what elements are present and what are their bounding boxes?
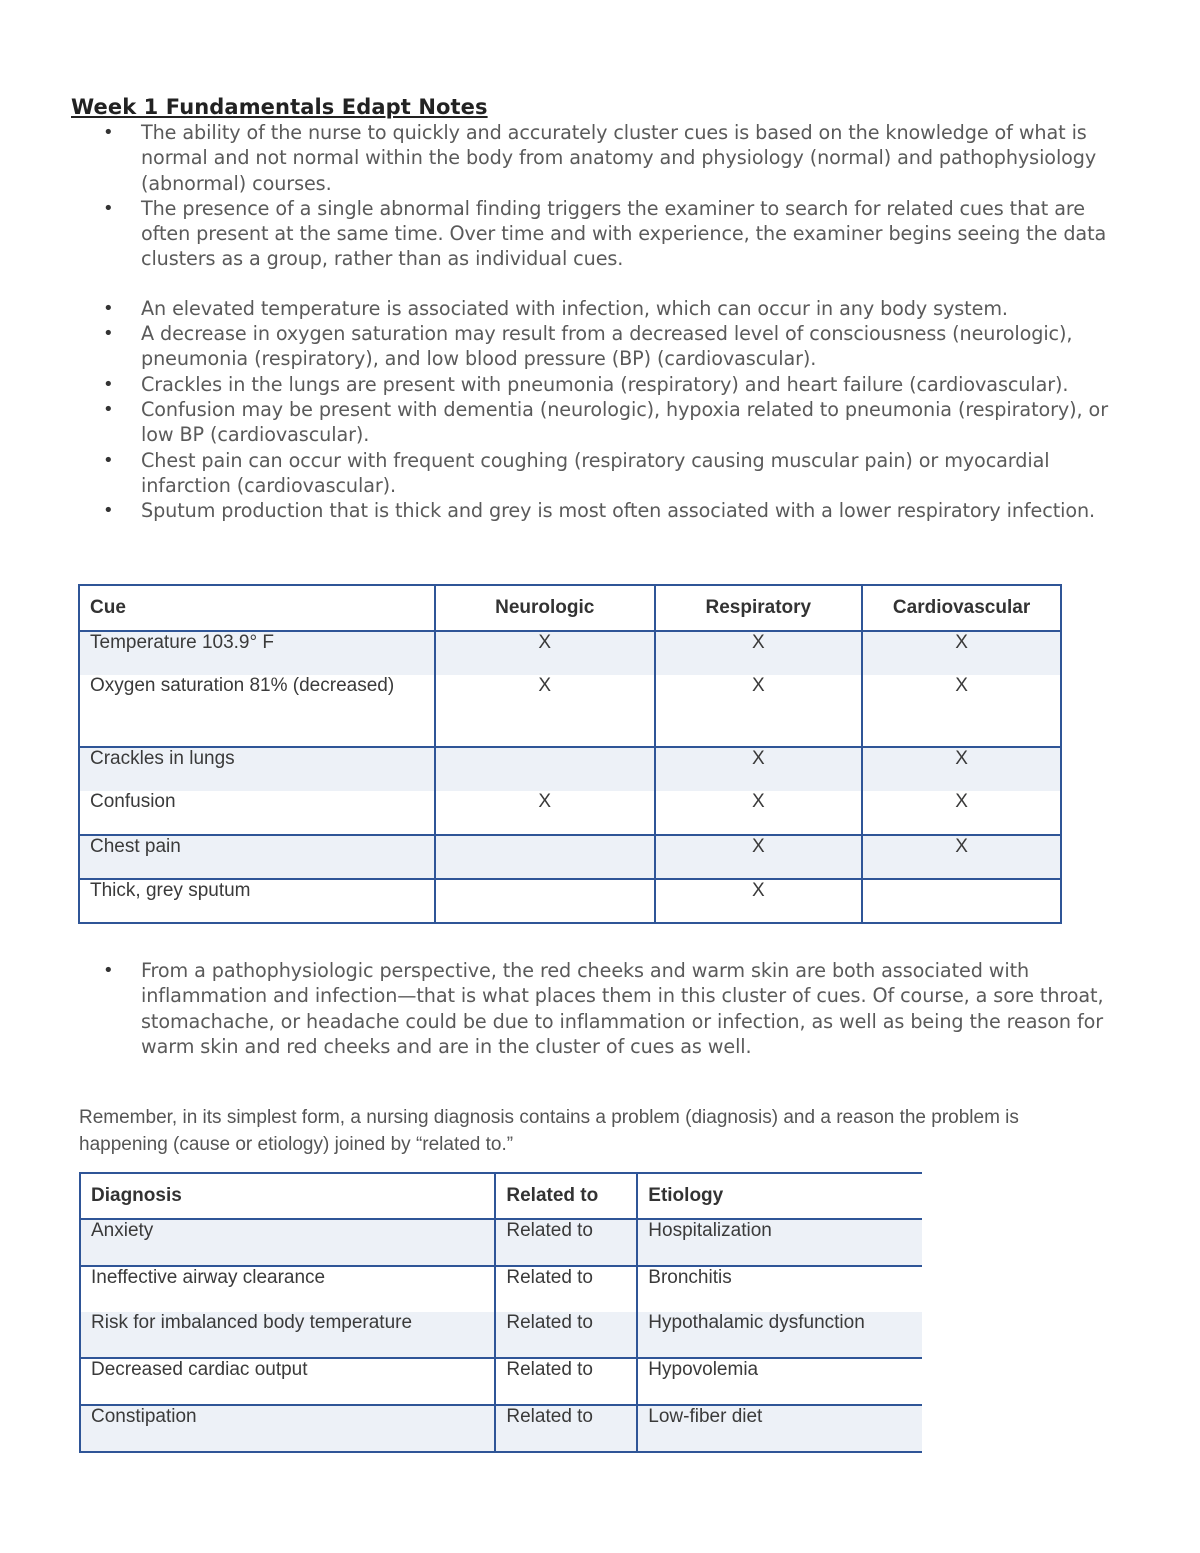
cell-related-to: Related to (495, 1405, 637, 1452)
cell-mark (435, 835, 655, 879)
cell-cue: Temperature 103.9° F (79, 631, 435, 675)
bullet-item: • A decrease in oxygen saturation may result from a decreased level of consciousness (neurologic), pneumonia (respiratory), and low blood pressure (BP) (cardiovascular). (0, 321, 1131, 372)
document-title: Week 1 Fundamentals Edapt Notes (71, 95, 488, 119)
bullet-item: • Confusion may be present with dementia (neurologic), hypoxia related to pneumonia (respiratory), or low BP (cardiovascular). (0, 397, 1131, 448)
cell-mark: X (862, 835, 1061, 879)
cell-diagnosis: Risk for imbalanced body temperature (80, 1312, 495, 1358)
cell-mark: X (655, 747, 863, 791)
table-row (80, 1405, 922, 1452)
cell-diagnosis: Anxiety (80, 1219, 495, 1266)
cell-etiology: Hypovolemia (637, 1358, 922, 1405)
cell-related-to: Related to (495, 1266, 637, 1312)
table-row (80, 1266, 922, 1312)
cell-etiology: Low-fiber diet (637, 1405, 922, 1452)
nursing-diagnosis-note: Remember, in its simplest form, a nursing diagnosis contains a problem (diagnosis) and a reason the problem is happening (cause or etiology) joined by “related to.” (79, 1107, 1019, 1155)
table-row (79, 835, 1061, 879)
table-row (80, 1358, 922, 1405)
cell-cue: Oxygen saturation 81% (decreased) (79, 675, 435, 747)
table-row (80, 1219, 922, 1266)
cell-mark: X (435, 675, 655, 747)
bullet-item: • An elevated temperature is associated with infection, which can occur in any body system. (0, 296, 1131, 321)
cue-table (78, 584, 1062, 924)
header-diagnosis: Diagnosis (80, 1173, 495, 1219)
cell-mark: X (655, 791, 863, 835)
bullet-item: • Sputum production that is thick and grey is most often associated with a lower respiratory infection. (0, 498, 1131, 523)
cell-diagnosis: Decreased cardiac output (80, 1358, 495, 1405)
cell-mark: X (862, 747, 1061, 791)
cell-mark: X (862, 675, 1061, 747)
cell-cue: Chest pain (79, 835, 435, 879)
header-cardiovascular: Cardiovascular (862, 585, 1061, 631)
table-header-row (80, 1173, 922, 1219)
cell-mark: X (655, 675, 863, 747)
cell-mark: X (435, 631, 655, 675)
cell-mark: X (655, 631, 863, 675)
table-row (79, 631, 1061, 675)
cell-related-to: Related to (495, 1312, 637, 1358)
table-row (79, 747, 1061, 791)
header-cue: Cue (79, 585, 435, 631)
cell-mark: X (862, 631, 1061, 675)
cell-mark: X (655, 835, 863, 879)
table-row (79, 675, 1061, 747)
bullet-item: • The presence of a single abnormal finding triggers the examiner to search for related cues that are often present at the same time. Over time and with experience, the examiner begins seeing the data clusters as a group, rather than as individual cues. (0, 196, 1131, 272)
cell-diagnosis: Constipation (80, 1405, 495, 1452)
bullet-list-top (0, 120, 1131, 523)
bullet-item: • Chest pain can occur with frequent coughing (respiratory causing muscular pain) or myocardial infarction (cardiovascular). (0, 448, 1131, 499)
table-row (80, 1312, 922, 1358)
cell-etiology: Hospitalization (637, 1219, 922, 1266)
cell-mark: X (862, 791, 1061, 835)
header-respiratory: Respiratory (655, 585, 863, 631)
cell-etiology: Bronchitis (637, 1266, 922, 1312)
cell-mark: X (655, 879, 863, 923)
bullet-item: • Crackles in the lungs are present with pneumonia (respiratory) and heart failure (cardiovascular). (0, 372, 1131, 397)
table-header-row (79, 585, 1061, 631)
bullet-item: • From a pathophysiologic perspective, the red cheeks and warm skin are both associated with inflammation and infection—that is what places them in this cluster of cues. Of course, a sore throat, stomachache, or headache could be due to inflammation or infection, as well as being the reason for warm skin and red cheeks and are in the cluster of cues as well. (0, 958, 1131, 1059)
bullet-list-bottom (0, 958, 1131, 1059)
cell-mark (435, 747, 655, 791)
cell-related-to: Related to (495, 1219, 637, 1266)
bullet-item: • The ability of the nurse to quickly and accurately cluster cues is based on the knowledge of what is normal and not normal within the body from anatomy and physiology (normal) and pathophysiology (abnormal) courses. (0, 120, 1131, 196)
header-etiology: Etiology (637, 1173, 922, 1219)
header-neurologic: Neurologic (435, 585, 655, 631)
cell-mark (862, 879, 1061, 923)
cell-cue: Crackles in lungs (79, 747, 435, 791)
cell-etiology: Hypothalamic dysfunction (637, 1312, 922, 1358)
table-row (79, 791, 1061, 835)
cell-mark: X (435, 791, 655, 835)
header-related-to: Related to (495, 1173, 637, 1219)
cell-mark (435, 879, 655, 923)
cell-related-to: Related to (495, 1358, 637, 1405)
cell-cue: Thick, grey sputum (79, 879, 435, 923)
table-row (79, 879, 1061, 923)
cell-diagnosis: Ineffective airway clearance (80, 1266, 495, 1312)
cell-cue: Confusion (79, 791, 435, 835)
diagnosis-table (79, 1172, 922, 1453)
